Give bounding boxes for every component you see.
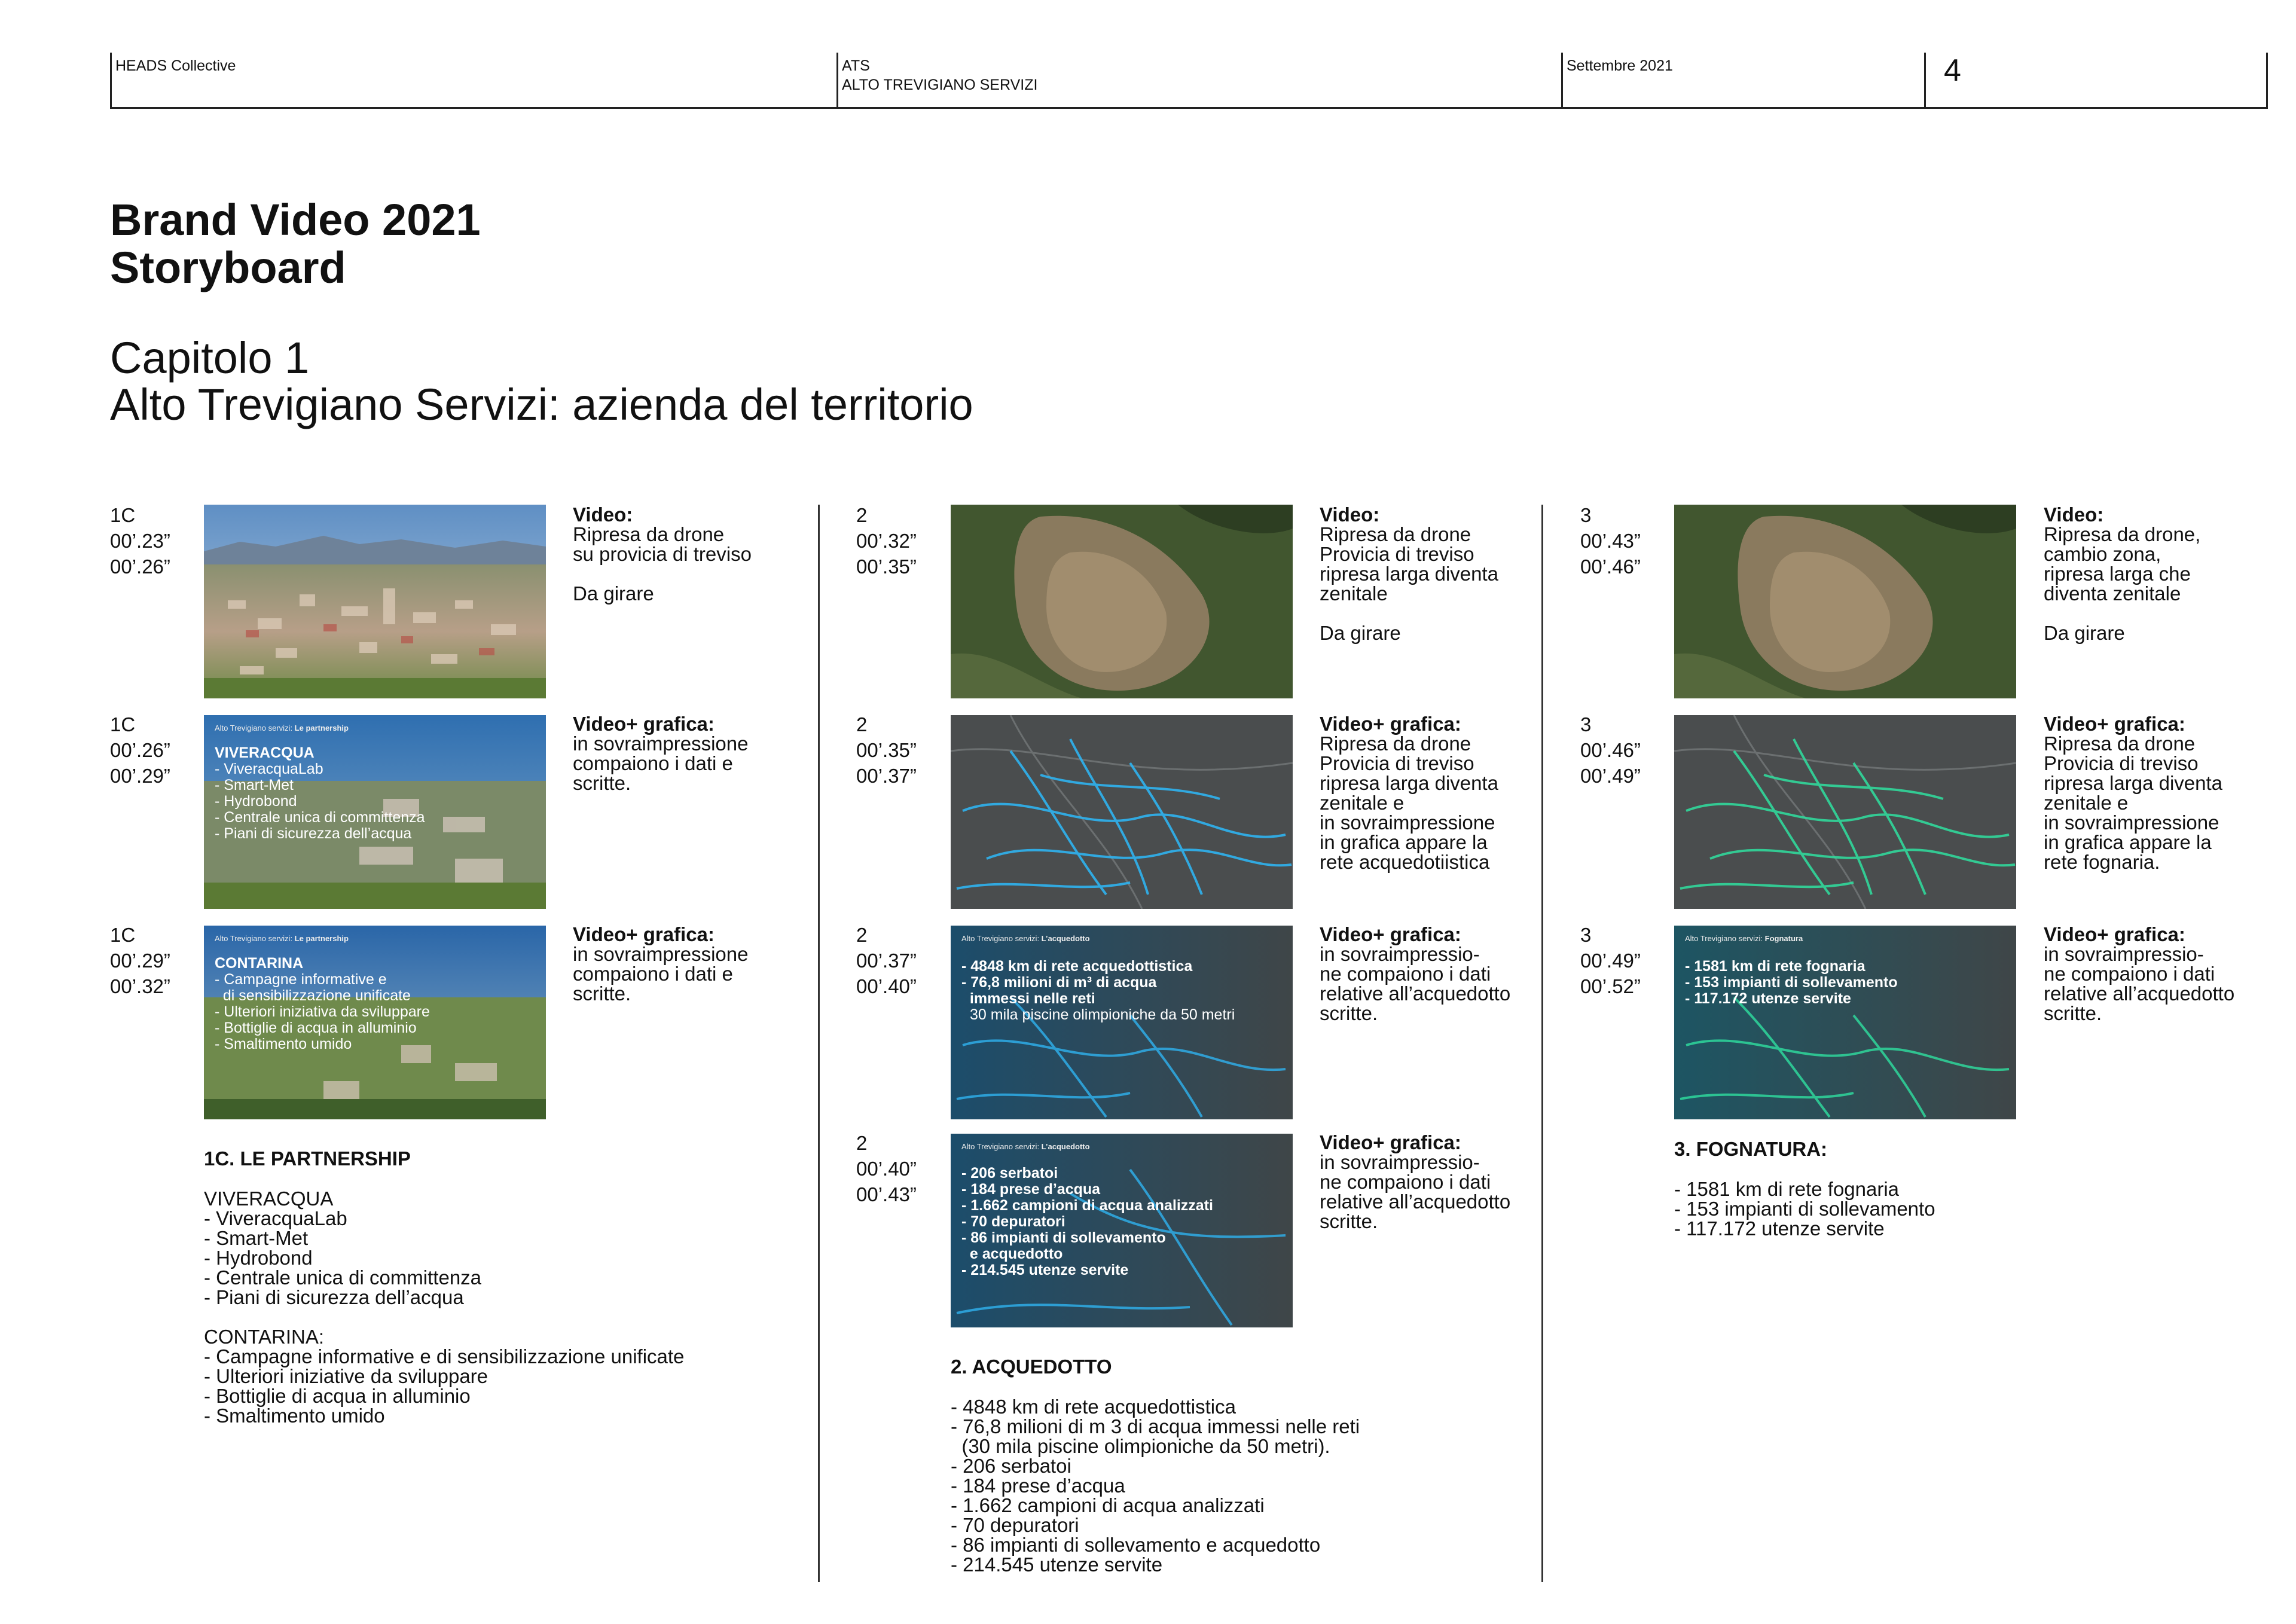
time-end: 00’.46”: [1580, 555, 1641, 578]
summary-line: CONTARINA:: [204, 1326, 325, 1348]
desc-line: zenitale e: [2044, 792, 2129, 814]
desc-line: relative all’acquedotto: [1320, 1190, 1511, 1213]
desc-spacer: [1320, 603, 1498, 623]
summary-line: - 1.662 campioni di acqua analizzati: [951, 1494, 1265, 1516]
desc-line: Provicia di treviso: [1320, 543, 1474, 565]
overlay-item: - 70 depuratori: [961, 1213, 1065, 1230]
storyboard-thumbnail: [1674, 715, 2016, 909]
section-summary-title: 2. ACQUEDOTTO: [951, 1356, 1112, 1378]
page-title: [110, 196, 481, 292]
time-end: 00’.49”: [1580, 765, 1641, 787]
desc-line: in sovraimpressione: [1320, 811, 1495, 834]
overlay-item: - 86 impianti di sollevamento: [961, 1229, 1166, 1246]
overlay-item: - 153 impianti di sollevamento: [1685, 974, 1898, 991]
chapter-line2: Alto Trevigiano Servizi: azienda del territorio: [110, 380, 973, 429]
storyboard-thumbnail: [1674, 926, 2016, 1119]
desc-line: in grafica appare la: [2044, 831, 2212, 853]
summary-line: - Hydrobond: [204, 1247, 313, 1269]
summary-line: - 153 impianti di sollevamento: [1674, 1198, 1935, 1220]
frame-timecode: [1580, 922, 1641, 999]
desc-line: in grafica appare la: [1320, 831, 1488, 853]
time-end: 00’.52”: [1580, 975, 1641, 997]
header-page-cell: [1924, 53, 2268, 109]
overlay-item: - 184 prese d’acqua: [961, 1181, 1101, 1198]
time-start: 00’.29”: [110, 950, 170, 972]
summary-line: - 206 serbatoi: [951, 1455, 1071, 1477]
satellite-image: [951, 505, 1293, 698]
frame-description: [2044, 714, 2222, 872]
summary-line: - Campagne informative e di sensibilizzazione unificate: [204, 1345, 685, 1367]
desc-line: Ripresa da drone: [1320, 523, 1471, 545]
time-start: 00’.49”: [1580, 950, 1641, 972]
storyboard-thumbnail: [204, 715, 546, 909]
overlay-kicker-text: Alto Trevigiano servizi:: [961, 934, 1042, 943]
section-summary: [1674, 1179, 1935, 1238]
desc-heading: Video:: [2044, 503, 2104, 526]
desc-line: in sovraimpressio-: [2044, 943, 2204, 965]
time-start: 00’.32”: [856, 530, 917, 552]
summary-line: - Piani di sicurezza dell’acqua: [204, 1286, 464, 1308]
desc-line: ne compaiono i dati: [1320, 1171, 1491, 1193]
desc-line: compaiono i dati e: [573, 752, 733, 774]
overlay-item: - Smart-Met: [215, 777, 294, 793]
frame-description: [573, 505, 752, 603]
frame-timecode: [1580, 712, 1641, 789]
frame-timecode: [110, 922, 170, 999]
header-company-cell: [110, 53, 836, 109]
scene-number: 3: [1580, 713, 1592, 735]
overlay-text: [215, 724, 425, 842]
scene-number: 1C: [110, 504, 136, 526]
section-summary: [951, 1397, 1360, 1574]
section-summary-title: 1C. LE PARTNERSHIP: [204, 1147, 411, 1170]
aerial-city-image: [204, 505, 546, 698]
overlay-text: [1685, 934, 1898, 1007]
overlay-item: - Centrale unica di committenza: [215, 809, 425, 826]
desc-line: Ripresa da drone: [1320, 732, 1471, 755]
desc-line: Ripresa da drone,: [2044, 523, 2201, 545]
column-divider: [1541, 505, 1543, 1582]
storyboard-thumbnail: [204, 505, 546, 698]
frame-timecode: [110, 712, 170, 789]
overlay-item: - 214.545 utenze servite: [961, 1262, 1129, 1278]
desc-line: su provicia di treviso: [573, 543, 752, 565]
header-client-code: ATS: [842, 57, 870, 74]
desc-line: scritte.: [2044, 1002, 2102, 1024]
time-start: 00’.40”: [856, 1158, 917, 1180]
desc-line: in sovraimpressione: [2044, 811, 2219, 834]
storyboard-thumbnail: [204, 926, 546, 1119]
header-client-name: ALTO TREVIGIANO SERVIZI: [842, 77, 1038, 93]
chapter-line1: Capitolo 1: [110, 333, 310, 383]
summary-line: - ViveracquaLab: [204, 1207, 347, 1229]
summary-line: - 4848 km di rete acquedottistica: [951, 1396, 1236, 1418]
time-end: 00’.37”: [856, 765, 917, 787]
frame-description: [1320, 1132, 1510, 1231]
overlay-item: - 1.662 campioni di acqua analizzati: [961, 1197, 1213, 1214]
desc-line: diventa zenitale: [2044, 582, 2181, 605]
frame-timecode: [856, 712, 917, 789]
page-number: 4: [1944, 53, 1961, 88]
desc-line: scritte.: [573, 772, 631, 794]
chapter-title: [110, 335, 973, 428]
desc-heading: Video+ grafica:: [2044, 713, 2185, 735]
desc-line: in sovraimpressione: [573, 943, 749, 965]
desc-line: ripresa larga diventa: [1320, 563, 1498, 585]
scene-number: 1C: [110, 713, 136, 735]
overlay-kicker-bold: Fognatura: [1764, 934, 1803, 943]
summary-line: - 214.545 utenze servite: [951, 1553, 1163, 1576]
overlay-item: - 206 serbatoi: [961, 1165, 1058, 1182]
overlay-item: - 76,8 milioni di m³ di acqua: [961, 974, 1157, 991]
desc-line: Da girare: [573, 582, 654, 605]
scene-number: 1C: [110, 924, 136, 946]
overlay-title: VIVERACQUA: [215, 744, 315, 761]
desc-line: Ripresa da drone: [2044, 732, 2196, 755]
desc-line: compaiono i dati e: [573, 963, 733, 985]
header-date-cell: [1561, 53, 1924, 109]
overlay-kicker-bold: L’acquedotto: [1041, 1142, 1090, 1151]
overlay-kicker-bold: L’acquedotto: [1041, 934, 1090, 943]
time-start: 00’.23”: [110, 530, 170, 552]
overlay-item: - ViveracquaLab: [215, 761, 323, 777]
frame-description: [573, 924, 748, 1003]
desc-line: rete fognaria.: [2044, 851, 2160, 873]
overlay-kicker-bold: Le partnership: [294, 724, 349, 732]
overlay-note: 30 mila piscine olimpioniche da 50 metri: [970, 1006, 1235, 1023]
summary-line: - 76,8 milioni di m 3 di acqua immessi nelle reti: [951, 1415, 1360, 1437]
overlay-item: di sensibilizzazione unificate: [215, 987, 411, 1004]
frame-timecode: [110, 502, 170, 579]
desc-line: scritte.: [573, 982, 631, 1005]
overlay-kicker: [961, 1142, 1213, 1151]
overlay-item: - Campagne informative e: [215, 971, 387, 988]
sewer-network-map-image: [1674, 715, 2016, 909]
desc-line: cambio zona,: [2044, 543, 2161, 565]
desc-line: ne compaiono i dati: [2044, 963, 2215, 985]
time-start: 00’.46”: [1580, 739, 1641, 761]
overlay-item: - Bottiglie di acqua in alluminio: [215, 1019, 417, 1036]
desc-heading: Video:: [1320, 503, 1380, 526]
desc-line: relative all’acquedotto: [1320, 982, 1511, 1005]
summary-line: - Ulteriori iniziative da sviluppare: [204, 1365, 488, 1387]
overlay-kicker-text: Alto Trevigiano servizi:: [961, 1142, 1042, 1151]
overlay-text: [961, 1142, 1213, 1278]
frame-timecode: [856, 1130, 917, 1207]
section-summary-title: 3. FOGNATURA:: [1674, 1138, 1828, 1160]
overlay-item: - 117.172 utenze servite: [1685, 990, 1851, 1007]
summary-line: - 1581 km di rete fognaria: [1674, 1178, 1900, 1200]
scene-number: 2: [856, 924, 868, 946]
page-title-line1: Brand Video 2021: [110, 195, 481, 245]
summary-line: - Smart-Met: [204, 1227, 309, 1249]
desc-heading: Video:: [573, 503, 633, 526]
desc-line: ne compaiono i dati: [1320, 963, 1491, 985]
summary-spacer: [204, 1307, 684, 1327]
overlay-item: - Ulteriori iniziativa da sviluppare: [215, 1003, 430, 1020]
satellite-image: [1674, 505, 2016, 698]
overlay-item: - Piani di sicurezza dell’acqua: [215, 825, 412, 842]
summary-line: - Bottiglie di acqua in alluminio: [204, 1385, 471, 1407]
overlay-kicker-text: Alto Trevigiano servizi:: [215, 934, 295, 943]
overlay-item: - 1581 km di rete fognaria: [1685, 958, 1866, 975]
time-end: 00’.26”: [110, 555, 170, 578]
scene-number: 2: [856, 713, 868, 735]
summary-line: - 86 impianti di sollevamento e acquedotto: [951, 1534, 1321, 1556]
frame-timecode: [1580, 502, 1641, 579]
frame-description: [1320, 505, 1498, 643]
overlay-item: e acquedotto: [961, 1246, 1063, 1262]
storyboard-thumbnail: [951, 926, 1293, 1119]
frame-timecode: [856, 922, 917, 999]
summary-line: - Smaltimento umido: [204, 1405, 385, 1427]
overlay-kicker: [215, 934, 430, 943]
desc-line: scritte.: [1320, 1210, 1378, 1232]
overlay-title: CONTARINA: [215, 955, 304, 972]
desc-line: in sovraimpressione: [573, 732, 749, 755]
summary-line: - 184 prese d’acqua: [951, 1475, 1125, 1497]
scene-number: 2: [856, 1132, 868, 1154]
frame-description: [1320, 924, 1510, 1023]
section-summary: [204, 1189, 684, 1425]
desc-heading: Video+ grafica:: [1320, 923, 1461, 945]
desc-line: zenitale e: [1320, 792, 1405, 814]
desc-heading: Video+ grafica:: [1320, 713, 1461, 735]
desc-line: Provicia di treviso: [1320, 752, 1474, 774]
overlay-text: [961, 934, 1235, 1023]
overlay-item: - Hydrobond: [215, 793, 297, 810]
desc-line: Ripresa da drone: [573, 523, 725, 545]
overlay-item: - Smaltimento umido: [215, 1036, 352, 1052]
storyboard-thumbnail: [951, 505, 1293, 698]
storyboard-thumbnail: [951, 715, 1293, 909]
frame-description: [2044, 505, 2200, 643]
summary-line: VIVERACQUA: [204, 1188, 334, 1210]
frame-description: [2044, 924, 2234, 1023]
overlay-kicker: [1685, 934, 1898, 943]
time-start: 00’.26”: [110, 739, 170, 761]
overlay-kicker-bold: Le partnership: [294, 934, 349, 943]
desc-heading: Video+ grafica:: [573, 923, 715, 945]
frame-timecode: [856, 502, 917, 579]
desc-spacer: [2044, 603, 2200, 623]
summary-line: - 117.172 utenze servite: [1674, 1217, 1885, 1240]
storyboard-thumbnail: [951, 1134, 1293, 1327]
desc-heading: Video+ grafica:: [573, 713, 715, 735]
time-start: 00’.35”: [856, 739, 917, 761]
frame-description: [1320, 714, 1498, 872]
storyboard-thumbnail: [1674, 505, 2016, 698]
time-end: 00’.29”: [110, 765, 170, 787]
time-end: 00’.43”: [856, 1183, 917, 1205]
time-end: 00’.40”: [856, 975, 917, 997]
desc-line: ripresa larga diventa: [1320, 772, 1498, 794]
column-divider: [818, 505, 820, 1582]
water-network-map-image: [951, 715, 1293, 909]
desc-line: rete acquedotiistica: [1320, 851, 1490, 873]
desc-spacer: [573, 564, 752, 584]
time-end: 00’.35”: [856, 555, 917, 578]
desc-line: scritte.: [1320, 1002, 1378, 1024]
time-start: 00’.37”: [856, 950, 917, 972]
overlay-item: immessi nelle reti: [961, 990, 1095, 1007]
overlay-item: - 4848 km di rete acquedottistica: [961, 958, 1193, 975]
scene-number: 3: [1580, 924, 1592, 946]
scene-number: 2: [856, 504, 868, 526]
header-date: Settembre 2021: [1567, 57, 1673, 74]
desc-heading: Video+ grafica:: [1320, 1131, 1461, 1153]
desc-line: relative all’acquedotto: [2044, 982, 2235, 1005]
desc-line: Da girare: [1320, 622, 1401, 644]
desc-line: in sovraimpressio-: [1320, 1151, 1480, 1173]
summary-line: - 70 depuratori: [951, 1514, 1079, 1536]
overlay-kicker: [215, 724, 425, 732]
header-company: HEADS Collective: [115, 57, 236, 74]
frame-description: [573, 714, 748, 793]
summary-line: - Centrale unica di committenza: [204, 1266, 482, 1289]
summary-line: (30 mila piscine olimpioniche da 50 metri).: [951, 1435, 1330, 1457]
overlay-kicker-text: Alto Trevigiano servizi:: [1685, 934, 1765, 943]
desc-line: in sovraimpressio-: [1320, 943, 1480, 965]
scene-number: 3: [1580, 504, 1592, 526]
overlay-kicker: [961, 934, 1235, 943]
desc-line: ripresa larga diventa: [2044, 772, 2222, 794]
time-start: 00’.43”: [1580, 530, 1641, 552]
desc-line: zenitale: [1320, 582, 1388, 605]
page-title-line2: Storyboard: [110, 243, 346, 292]
time-end: 00’.32”: [110, 975, 170, 997]
desc-heading: Video+ grafica:: [2044, 923, 2185, 945]
desc-line: Da girare: [2044, 622, 2125, 644]
header-client-cell: [836, 53, 1561, 109]
desc-line: Provicia di treviso: [2044, 752, 2199, 774]
overlay-text: [215, 934, 430, 1052]
desc-line: ripresa larga che: [2044, 563, 2191, 585]
overlay-kicker-text: Alto Trevigiano servizi:: [215, 724, 295, 732]
